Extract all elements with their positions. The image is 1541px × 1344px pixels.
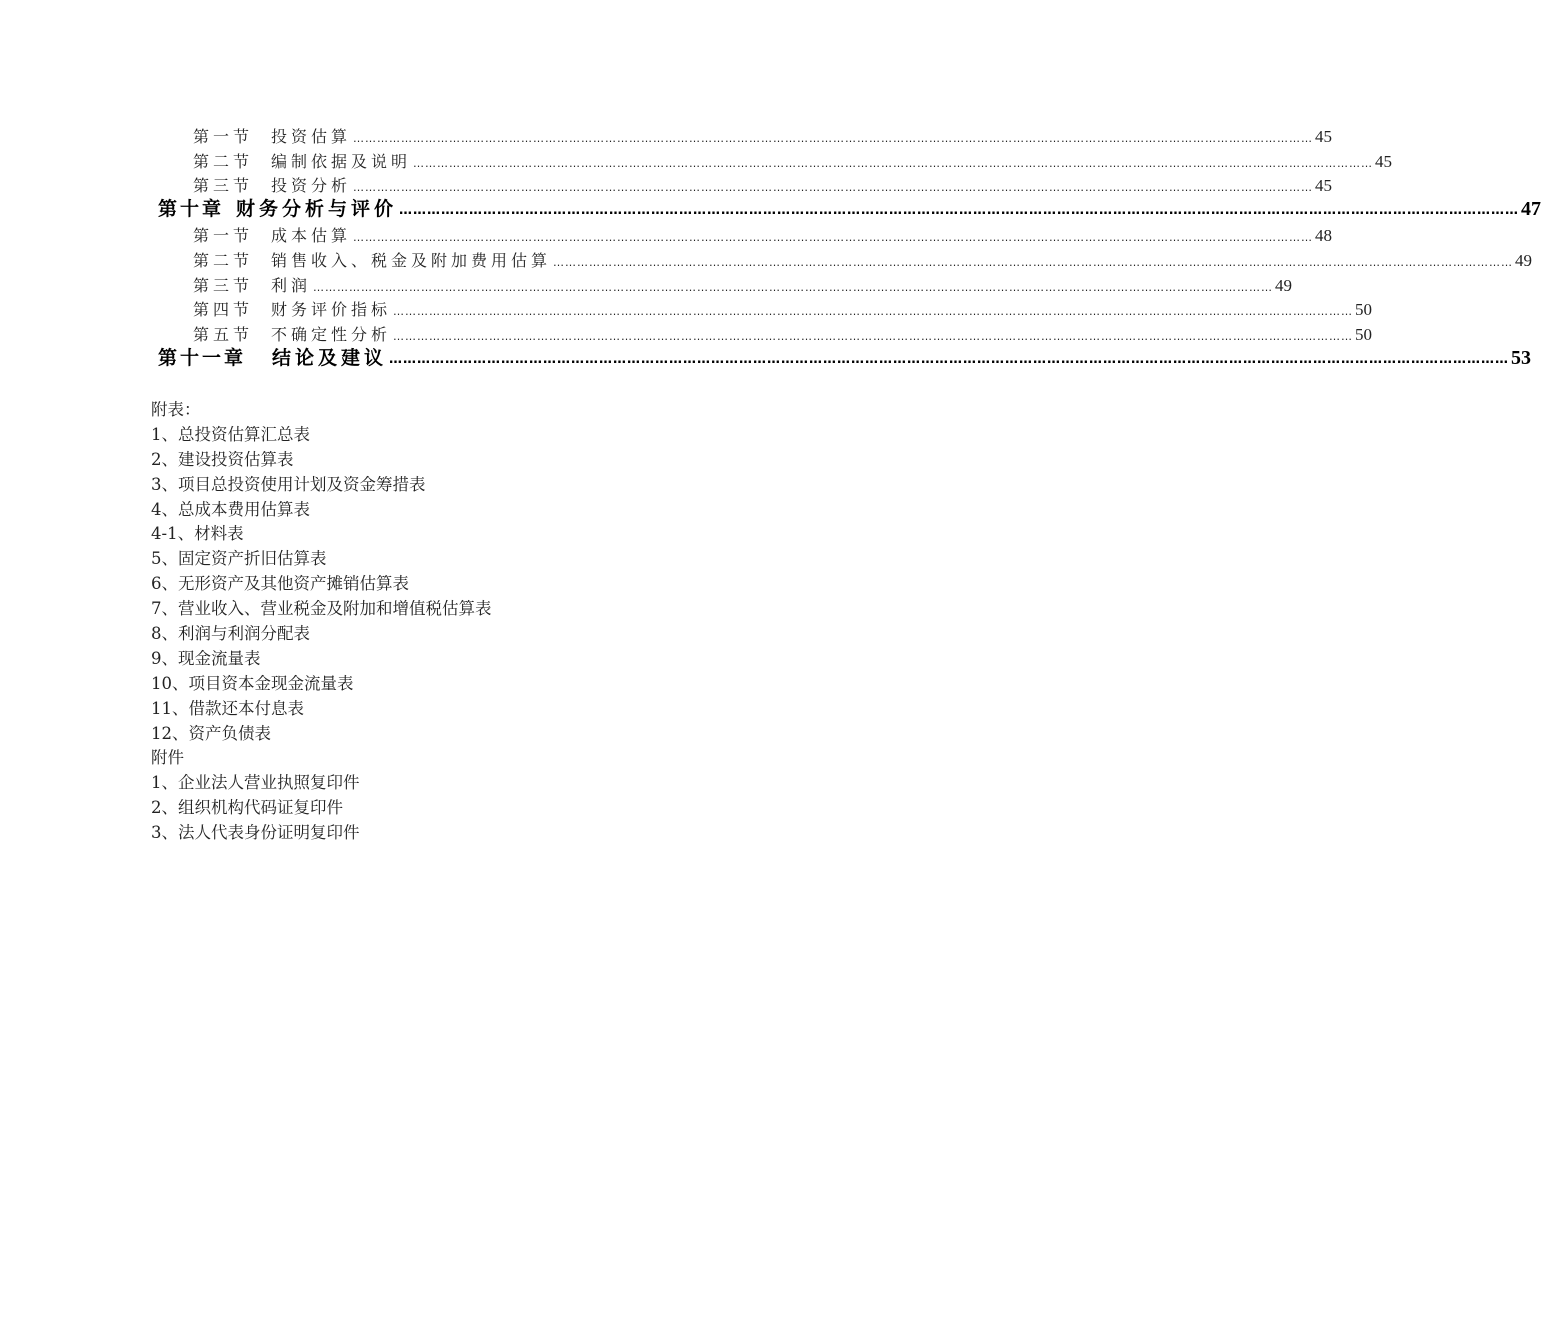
toc-page-number: 49 <box>1275 275 1293 295</box>
toc-leader-dots: …………………………………………………………………………………………………………………………………………………………………………………………………………………… <box>399 203 1520 219</box>
toc-leader-dots: …………………………………………………………………………………………………………………………………………………………………………………………………………………… <box>353 131 1314 145</box>
appendix-list <box>151 398 492 846</box>
appendix-table-item: 8、利润与利润分配表 <box>151 624 310 644</box>
toc-chapter-number: 第十一章 <box>158 346 247 369</box>
appendix-attachment-item: 1、企业法人营业执照复印件 <box>151 773 360 793</box>
toc-page-number: 45 <box>1315 176 1333 196</box>
toc-chapter-title: 财务分析与评价 <box>236 198 398 221</box>
toc-section-number: 第一节 <box>193 225 254 245</box>
toc-page-number: 49 <box>1515 250 1533 270</box>
appendix-table-item: 2、建设投资估算表 <box>151 449 294 469</box>
appendix-table-item: 9、现金流量表 <box>151 648 261 668</box>
toc-leader-dots: …………………………………………………………………………………………………………………………………………………………………………………………………………………… <box>353 181 1314 195</box>
toc-leader-dots: …………………………………………………………………………………………………………………………………………………………………………………………………………………… <box>413 156 1374 170</box>
appendix-table-item: 12、资产负债表 <box>151 723 271 743</box>
toc-page-number: 45 <box>1315 126 1333 146</box>
appendix-table-item: 1、总投资估算汇总表 <box>151 424 310 444</box>
appendix-attachments-heading: 附件 <box>151 748 184 768</box>
toc-leader-dots: …………………………………………………………………………………………………………………………………………………………………………………………………………………… <box>389 351 1510 367</box>
toc-section-title: 销售收入、税金及附加费用估算 <box>271 250 552 270</box>
toc-chapter-entry[interactable] <box>0 345 1532 370</box>
toc-section-number: 第三节 <box>193 176 254 196</box>
appendix-table-item: 5、固定资产折旧估算表 <box>151 549 327 569</box>
appendix-table-item: 3、项目总投资使用计划及资金筹措表 <box>151 474 426 494</box>
appendix-tables-heading: 附表： <box>151 400 201 419</box>
toc-section-title: 编制依据及说明 <box>271 151 412 171</box>
toc-chapter-title: 结论及建议 <box>272 346 388 369</box>
toc-section-number: 第一节 <box>193 126 254 146</box>
toc-page-number: 50 <box>1355 325 1373 345</box>
toc-chapter-number: 第十章 <box>158 198 225 221</box>
toc-entry[interactable] <box>0 320 1373 345</box>
toc-entry[interactable] <box>0 296 1373 321</box>
toc-entry[interactable] <box>0 271 1293 296</box>
table-of-contents <box>0 122 1541 370</box>
toc-section-title: 成本估算 <box>271 225 352 245</box>
appendix-table-item: 6、无形资产及其他资产摊销估算表 <box>151 574 409 594</box>
toc-chapter-entry[interactable] <box>0 196 1541 221</box>
toc-entry[interactable] <box>0 221 1333 246</box>
toc-section-title: 利润 <box>271 275 312 295</box>
toc-leader-dots: …………………………………………………………………………………………………………………………………………………………………………………………………………………… <box>353 230 1314 244</box>
toc-section-title: 财务评价指标 <box>271 300 392 320</box>
toc-entry[interactable] <box>0 172 1333 197</box>
appendix-table-item: 7、营业收入、营业税金及附加和增值税估算表 <box>151 599 492 619</box>
toc-section-number: 第三节 <box>193 275 254 295</box>
appendix-table-item: 10、项目资本金现金流量表 <box>151 673 354 693</box>
toc-leader-dots: …………………………………………………………………………………………………………………………………………………………………………………………………………………… <box>393 330 1354 344</box>
toc-page-number: 45 <box>1375 151 1393 171</box>
toc-leader-dots: …………………………………………………………………………………………………………………………………………………………………………………………………………………… <box>553 255 1514 269</box>
toc-section-title: 不确定性分析 <box>271 325 392 345</box>
toc-leader-dots: …………………………………………………………………………………………………………………………………………………………………………………………………………………… <box>313 280 1274 294</box>
toc-entry[interactable] <box>0 246 1533 271</box>
toc-leader-dots: …………………………………………………………………………………………………………………………………………………………………………………………………………………… <box>393 305 1354 319</box>
toc-page-number: 48 <box>1315 225 1333 245</box>
toc-entry[interactable] <box>0 147 1393 172</box>
appendix-table-item: 4-1、材料表 <box>151 524 244 544</box>
appendix-attachment-item: 3、法人代表身份证明复印件 <box>151 823 360 843</box>
toc-section-number: 第二节 <box>193 250 254 270</box>
toc-page-number: 50 <box>1355 300 1373 320</box>
toc-page-number: 47 <box>1521 198 1541 221</box>
appendix-attachment-item: 2、组织机构代码证复印件 <box>151 798 343 818</box>
toc-section-title: 投资估算 <box>271 126 352 146</box>
appendix-table-item: 11、借款还本付息表 <box>151 698 304 718</box>
toc-section-number: 第二节 <box>193 151 254 171</box>
toc-section-title: 投资分析 <box>271 176 352 196</box>
toc-section-number: 第四节 <box>193 300 254 320</box>
appendix-table-item: 4、总成本费用估算表 <box>151 499 310 519</box>
toc-entry[interactable] <box>0 122 1333 147</box>
toc-section-number: 第五节 <box>193 325 254 345</box>
toc-page-number: 53 <box>1511 346 1532 369</box>
